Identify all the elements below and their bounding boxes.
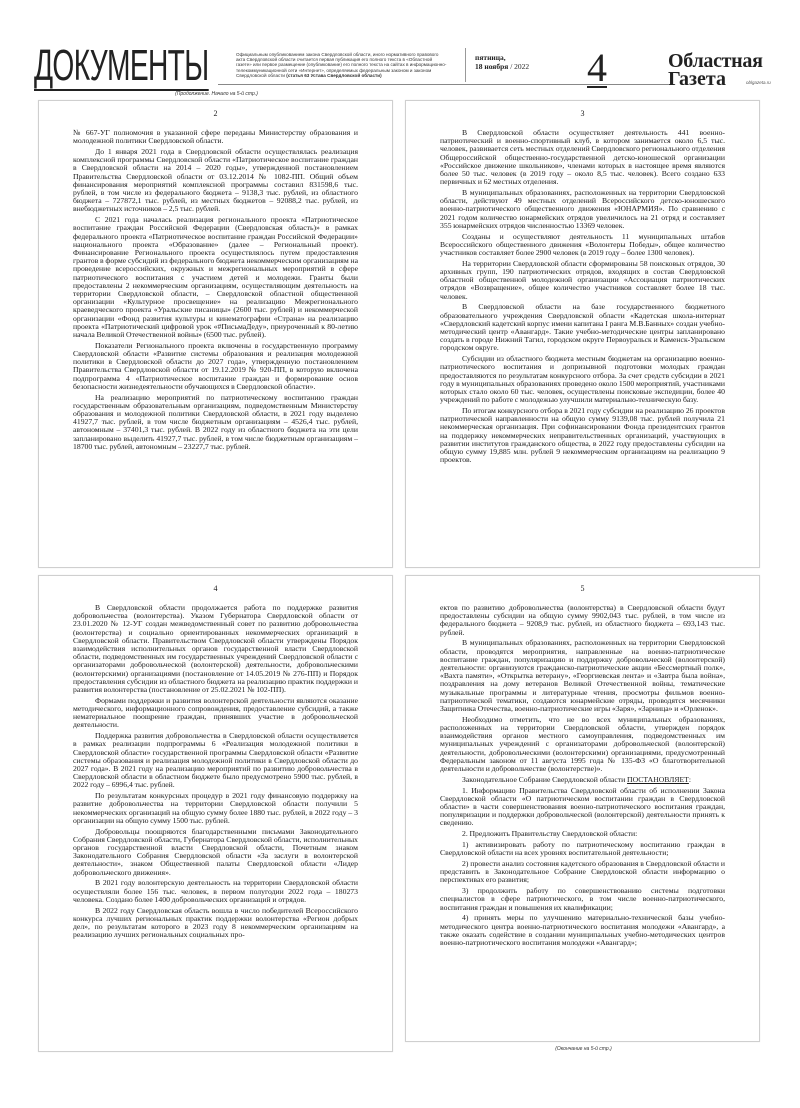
paragraph: В Свердловской области продолжается работа по поддержке развития добровольчества (волонтерства). Указом Губернатора Свердловской области от 23.01.2020 № 12-УГ создан межведомственный совет по развитию добровольчества (волонтерства) и социально ориентированных некоммерческих организаций в Свердловской области. Правительством Свердловской области утверждены Порядок взаимодействия исполнительных органов государственной власти Свердловской области, подведомственных им государственных учреждений Свердловской области с организаторами добровольческой (волонтерской) деятельности, добровольческими (волонтерскими) организациями (постановление от 14.05.2019 № 276-ПП) и Порядок предоставления субсидии из областного бюджета на реализацию практик поддержки и развития волонтерства (постановление от 25.02.2021 № 102-ПП). <box>73 603 358 695</box>
resolution-line <box>440 776 725 784</box>
issue-year: / 2022 <box>510 62 530 71</box>
paragraph: Необходимо отметить, что не во всех муниципальных образованиях, расположенных на территории Свердловской области, утвержден порядок взаимодействия органов местного самоуправления, подведомственных им муниципальных учреждений с организаторами добровольческой (волонтерской) деятельности, добровольческими (волонтерскими) организациями, предусмотренный Федеральным законом от 11 августа 1995 года № 135-ФЗ «О благотворительной деятельности и добровольчестве (волонтерстве)». <box>440 714 725 774</box>
document-page-number: 3 <box>580 109 585 118</box>
newspaper-header <box>0 0 800 100</box>
document-page-4 <box>38 575 393 1052</box>
paragraph: Показатели Регионального проекта включены в государственную программу Свердловской области «Развитие системы образования и реализация молодежной политики в Свердловской области до 2027 года», утвержденную постановлением Правительства Свердловской области от 19.12.2019 № 920-ПП, в которую включена подпрограмма 4 «Патриотическое воспитание граждан и формирование основ безопасности жизнедеятельности обучающихся в Свердловской области». <box>73 340 358 391</box>
logo-line-1: Областная <box>668 50 763 72</box>
paragraph: С 2021 года началась реализация регионального проекта «Патриотическое воспитание граждан Российской Федерации (Свердловская область)» в рамках федерального проекта «Патриотическое воспитание граждан Российской Федерации» национального проекта «Образование» (далее – Региональный проект). Финансирование Регионального проекта осуществлялось путем предоставления грантов в форме субсидий из федерального бюджета некоммерческим организациям на проведение всероссийских, окружных и межрегиональных мероприятий в сфере патриотического воспитания с участием детей и молодежи. Гранты были предоставлены 2 некоммерческим организациям, осуществляющим деятельность на территории Свердловской области, – Свердловской областной общественной организации «Культурное просвещение» на реализацию Межрегионального краеведческого проекта «Уральские писаницы» (2600 тыс. рублей) и некоммерческой организации «Фонд развития культуры и кинематографии «Страна» на реализацию проекта «Патриотический цифровой урок «#ПисьмаДеду», приуроченный к 80-летию начала Великой Отечественной войны» (6500 тыс. рублей). <box>73 215 358 340</box>
document-page-5 <box>405 575 760 1042</box>
paragraph: 3) продолжить работу по совершенствованию системы подготовки специалистов в сфере патриотического, в том числе военно-патриотического, воспитания граждан и повышения их квалификации; <box>440 886 725 912</box>
resolution-word: ПОСТАНОВЛЯЕТ <box>627 774 689 784</box>
paragraph: Поддержка развития добровольчества в Свердловской области осуществляется в рамках реализации подпрограммы 6 «Реализация молодежной политики в Свердловской области» государственной программы Свердловской области «Развитие системы образования и реализация молодежной политики в Свердловской области до 2027 года». В 2021 году на реализацию мероприятий по развитию добровольчества в Свердловской области в областном бюджете было предусмотрено 5900 тыс. рублей, в 2022 году – 6996,4 тыс. рублей. <box>73 731 358 790</box>
paragraph: № 667-УГ полномочия в указанной сфере переданы Министерству образования и молодежной политики Свердловской области. <box>73 128 358 146</box>
site-url[interactable]: oblgazeta.ru <box>746 80 771 85</box>
document-page-number: 2 <box>213 109 218 118</box>
logo-line-2: Газета <box>668 68 726 90</box>
publication-notice-bold: (статья 63 Устава Свердловской области) <box>286 72 382 78</box>
publication-notice <box>236 52 448 78</box>
resolution-suffix: : <box>688 774 692 784</box>
continued-to-note: (Окончание на 5-й стр.) <box>555 1046 612 1052</box>
page-number: 4 <box>587 45 607 90</box>
paragraph: В муниципальных образованиях, расположенных на территории Свердловской области, действуют 49 местных отделений Всероссийского детско-юношеского военно-патриотического общественного движения «ЮНАРМИЯ». По сравнению с 2021 годом количество юнармейских отрядов увеличилось на 21 отряд и составляет 355 юнармейских отрядов численностью 13369 человек. <box>440 188 725 230</box>
paragraph: Формами поддержки и развития волонтерской деятельности являются оказание методического, информационного сопровождения, предоставление субсидий, а также нематериальное поощрение граждан, принявших участие в добровольческой деятельности. <box>73 695 358 730</box>
document-page-number: 4 <box>213 584 218 593</box>
paragraph: В муниципальных образованиях, расположенных на территории Свердловской области, проводятся мероприятия, направленные на военно-патриотическое воспитание граждан, популяризацию и поддержку добровольческой (волонтерской) деятельности: организуются гражданско-патриотические акции «Бессмертный полк», «Вахта памяти», «Открытка ветерану», «Георгиевская лента» и «Завтра была война», поздравления на дому ветеранов Великой Отечественной войны, тематические музыкальные программы и литературные чтения, просмотры фильмов военно-патриотической тематики, создаются юнармейские отряды, проводятся месячники Защитника Отечества, военно-патриотические игры «Заря», «Зарница» и «Орленок». <box>440 638 725 714</box>
header-divider <box>465 48 466 82</box>
resolution-prefix: Законодательное Собрание Свердловской области <box>462 774 628 784</box>
publication-notice-text: Официальным опубликованием закона Свердловской области, иного нормативного правового акта Свердловской области считается первая публикация его полного текста в «Областной газете» или первое размещение (опубликование) его полного текста на сайтах в информационно-телекоммуникационной сети «Интернет», определяемых федеральным законом и законом Свердловской области <box>236 52 447 78</box>
paragraph: До 1 января 2021 года в Свердловской области осуществлялась реализация комплексной программы Свердловской области «Патриотическое воспитание граждан в Свердловской области на 2014 – 2020 годы», утвержденной постановлением Правительства Свердловской области от 03.12.2014 № 1082-ПП. Общий объем финансирования мероприятий комплексной программы составил 831598,6 тыс. рублей, в том числе из федерального бюджета – 9138,3 тыс. рублей, из областного бюджета – 727872,1 тыс. рублей, из местных бюджетов – 92088,2 тыс. рублей, из внебюджетных источников – 2,5 тыс. рублей. <box>73 147 358 214</box>
paragraph: По результатам конкурсных процедур в 2021 году финансовую поддержку на развитие добровольчества на территории Свердловской области получили 5 некоммерческих организаций на общую сумму более 1880 тыс. рублей, в 2022 году – 3 организации на общую сумму 1500 тыс. рублей. <box>73 791 358 825</box>
paragraph: Добровольцы поощряются благодарственными письмами Законодательного Собрания Свердловской области, Губернатора Свердловской области, исполнительных органов государственной власти Свердловской области, Почетным знаком Законодательного Собрания Свердловской области «За заслуги в волонтерской деятельности», знаком Общественной палаты Свердловской области «Лидер добровольческого движения». <box>73 826 358 877</box>
paragraph: 1. Информацию Правительства Свердловской области об исполнении Закона Свердловской области «О патриотическом воспитании граждан в Свердловской области» в части совершенствования военно-патриотического воспитания граждан, популяризации и поддержки добровольческой (волонтерской) деятельности принять к сведению. <box>440 785 725 828</box>
paragraph: На территории Свердловской области сформированы 58 поисковых отрядов, 30 архивных групп, 190 патриотических отрядов, входящих в состав Свердловской областной общественной молодежной организации «Ассоциация патриотических отрядов «Возвращение», общее количество участников составляет более 18 тыс. человек. <box>440 258 725 301</box>
paragraph: 2. Предложить Правительству Свердловской области: <box>462 829 638 839</box>
document-page-number: 5 <box>580 584 585 593</box>
paragraph: На реализацию мероприятий по патриотическому воспитанию граждан государственным образовательным организациям, подведомственным Министерству образования и молодежной политики Свердловской области, в 2021 году выделено 41927,7 тыс. рублей, в том числе бюджетным организациям – 4526,4 тыс. рублей, автономным – 37401,3 тыс. рублей. В 2022 году из областного бюджета на эти цели запланировано выделить 41927,7 тыс. рублей, в том числе бюджетным организациям – 18700 тыс. рублей, автономным – 23227,7 тыс. рублей. <box>73 392 358 451</box>
paragraph: В 2021 году волонтерскую деятельность на территории Свердловской области осуществляли более 156 тыс. человек, в первом полугодии 2022 года – 180273 человека. Создано более 1400 добровольческих организаций и отрядов. <box>73 878 358 904</box>
paragraph: В Свердловской области на базе государственного бюджетного образовательного учреждения Свердловской области «Кадетская школа-интернат «Свердловский кадетский корпус имени капитана I ранга М.В.Банных» создан учебно-методический центр «Авангард». Такие учебно-методические центры запланировано создать в городе Нижний Тагил, городском округе Первоуральск и Каменск-Уральском городском округе. <box>440 302 725 353</box>
document-page-2 <box>38 100 393 568</box>
paragraph: По итогам конкурсного отбора в 2021 году субсидии на реализацию 26 проектов патриотической направленности на общую сумму 9139,08 тыс. рублей получила 21 некоммерческая организация. При софинансировании Фонда президентских грантов на поддержку некоммерческих неправительственных организаций, участвующих в развитии институтов гражданского общества, в 2022 году предоставлены субсидии на общую сумму 19,885 млн. рублей 9 некоммерческим организациям на реализацию 9 проектов. <box>440 406 725 465</box>
paragraph: 2) провести анализ состояния кадетского образования в Свердловской области и представить в Законодательное Собрание Свердловской области информацию о перспективах его развития; <box>440 859 725 885</box>
paragraph: 4) принять меры по улучшению материально-технической базы учебно-методического центра военно-патриотического воспитания молодежи «Авангард», а также оказать содействие в создании муниципальных учебно-методических центров военно-патриотического воспитания молодежи «Авангард»; <box>440 913 725 948</box>
weekday: пятница, <box>475 53 506 62</box>
continued-from-note: (Продолжение. Начало на 5-й стр.) <box>175 91 258 97</box>
paragraph: В 2022 году Свердловская область вошла в число победителей Всероссийского конкурса лучших региональных практик поддержки волонтерства «Регион добрых дел», по результатам которого в 2023 году 8 некоммерческим организациям на реализацию лучших региональных социальных про- <box>73 905 358 940</box>
section-title: ДОКУМЕНТЫ <box>34 41 209 90</box>
document-page-3 <box>405 100 760 568</box>
paragraph: ектов по развитию добровольчества (волонтерства) в Свердловской области будут предоставлены субсидии на общую сумму 9902,043 тыс. рублей, в том числе из федерального бюджета – 9208,9 тыс. рублей, из областного бюджета – 693,143 тыс. рублей. <box>440 603 725 637</box>
issue-day-month: 18 ноября <box>475 62 509 71</box>
paragraph: 1) активизировать работу по патриотическому воспитанию граждан в Свердловской области на всех уровнях воспитательной деятельности; <box>440 840 725 858</box>
paragraph: В Свердловской области осуществляет деятельность 441 военно-патриотический и военно-спортивный клуб, в котором занимается около 6,5 тыс. человек, развивается сеть местных отделений Свердловского регионального отделения Общероссийской общественно-государственной детско-юношеской организации «Российское движение школьников», членами которых в настоящее время являются более 50 тыс. человек (в 2019 году – около 8,5 тыс. человек). Всего создано 633 первичных и 62 местных отделения. <box>440 128 725 187</box>
issue-date <box>475 62 529 71</box>
paragraph: Созданы и осуществляют деятельность 11 муниципальных штабов Всероссийского общественного движения «Волонтеры Победы», общее количество участников составляет более 2900 человек (в 2019 году – более 1300 человек). <box>440 231 725 258</box>
paragraph: Субсидии из областного бюджета местным бюджетам на организацию военно-патриотического воспитания и допризывной подготовки молодых граждан предоставляются по результатам конкурсного отбора. За счет средств субсидии в 2021 году в муниципальных образованиях проведено около 1500 мероприятий, участниками которых стало около 60 тыс. человек, осуществлены поисковые экспедиции, более 40 учреждений по работе с молодежью улучшили материально-техническую базу. <box>440 354 725 405</box>
